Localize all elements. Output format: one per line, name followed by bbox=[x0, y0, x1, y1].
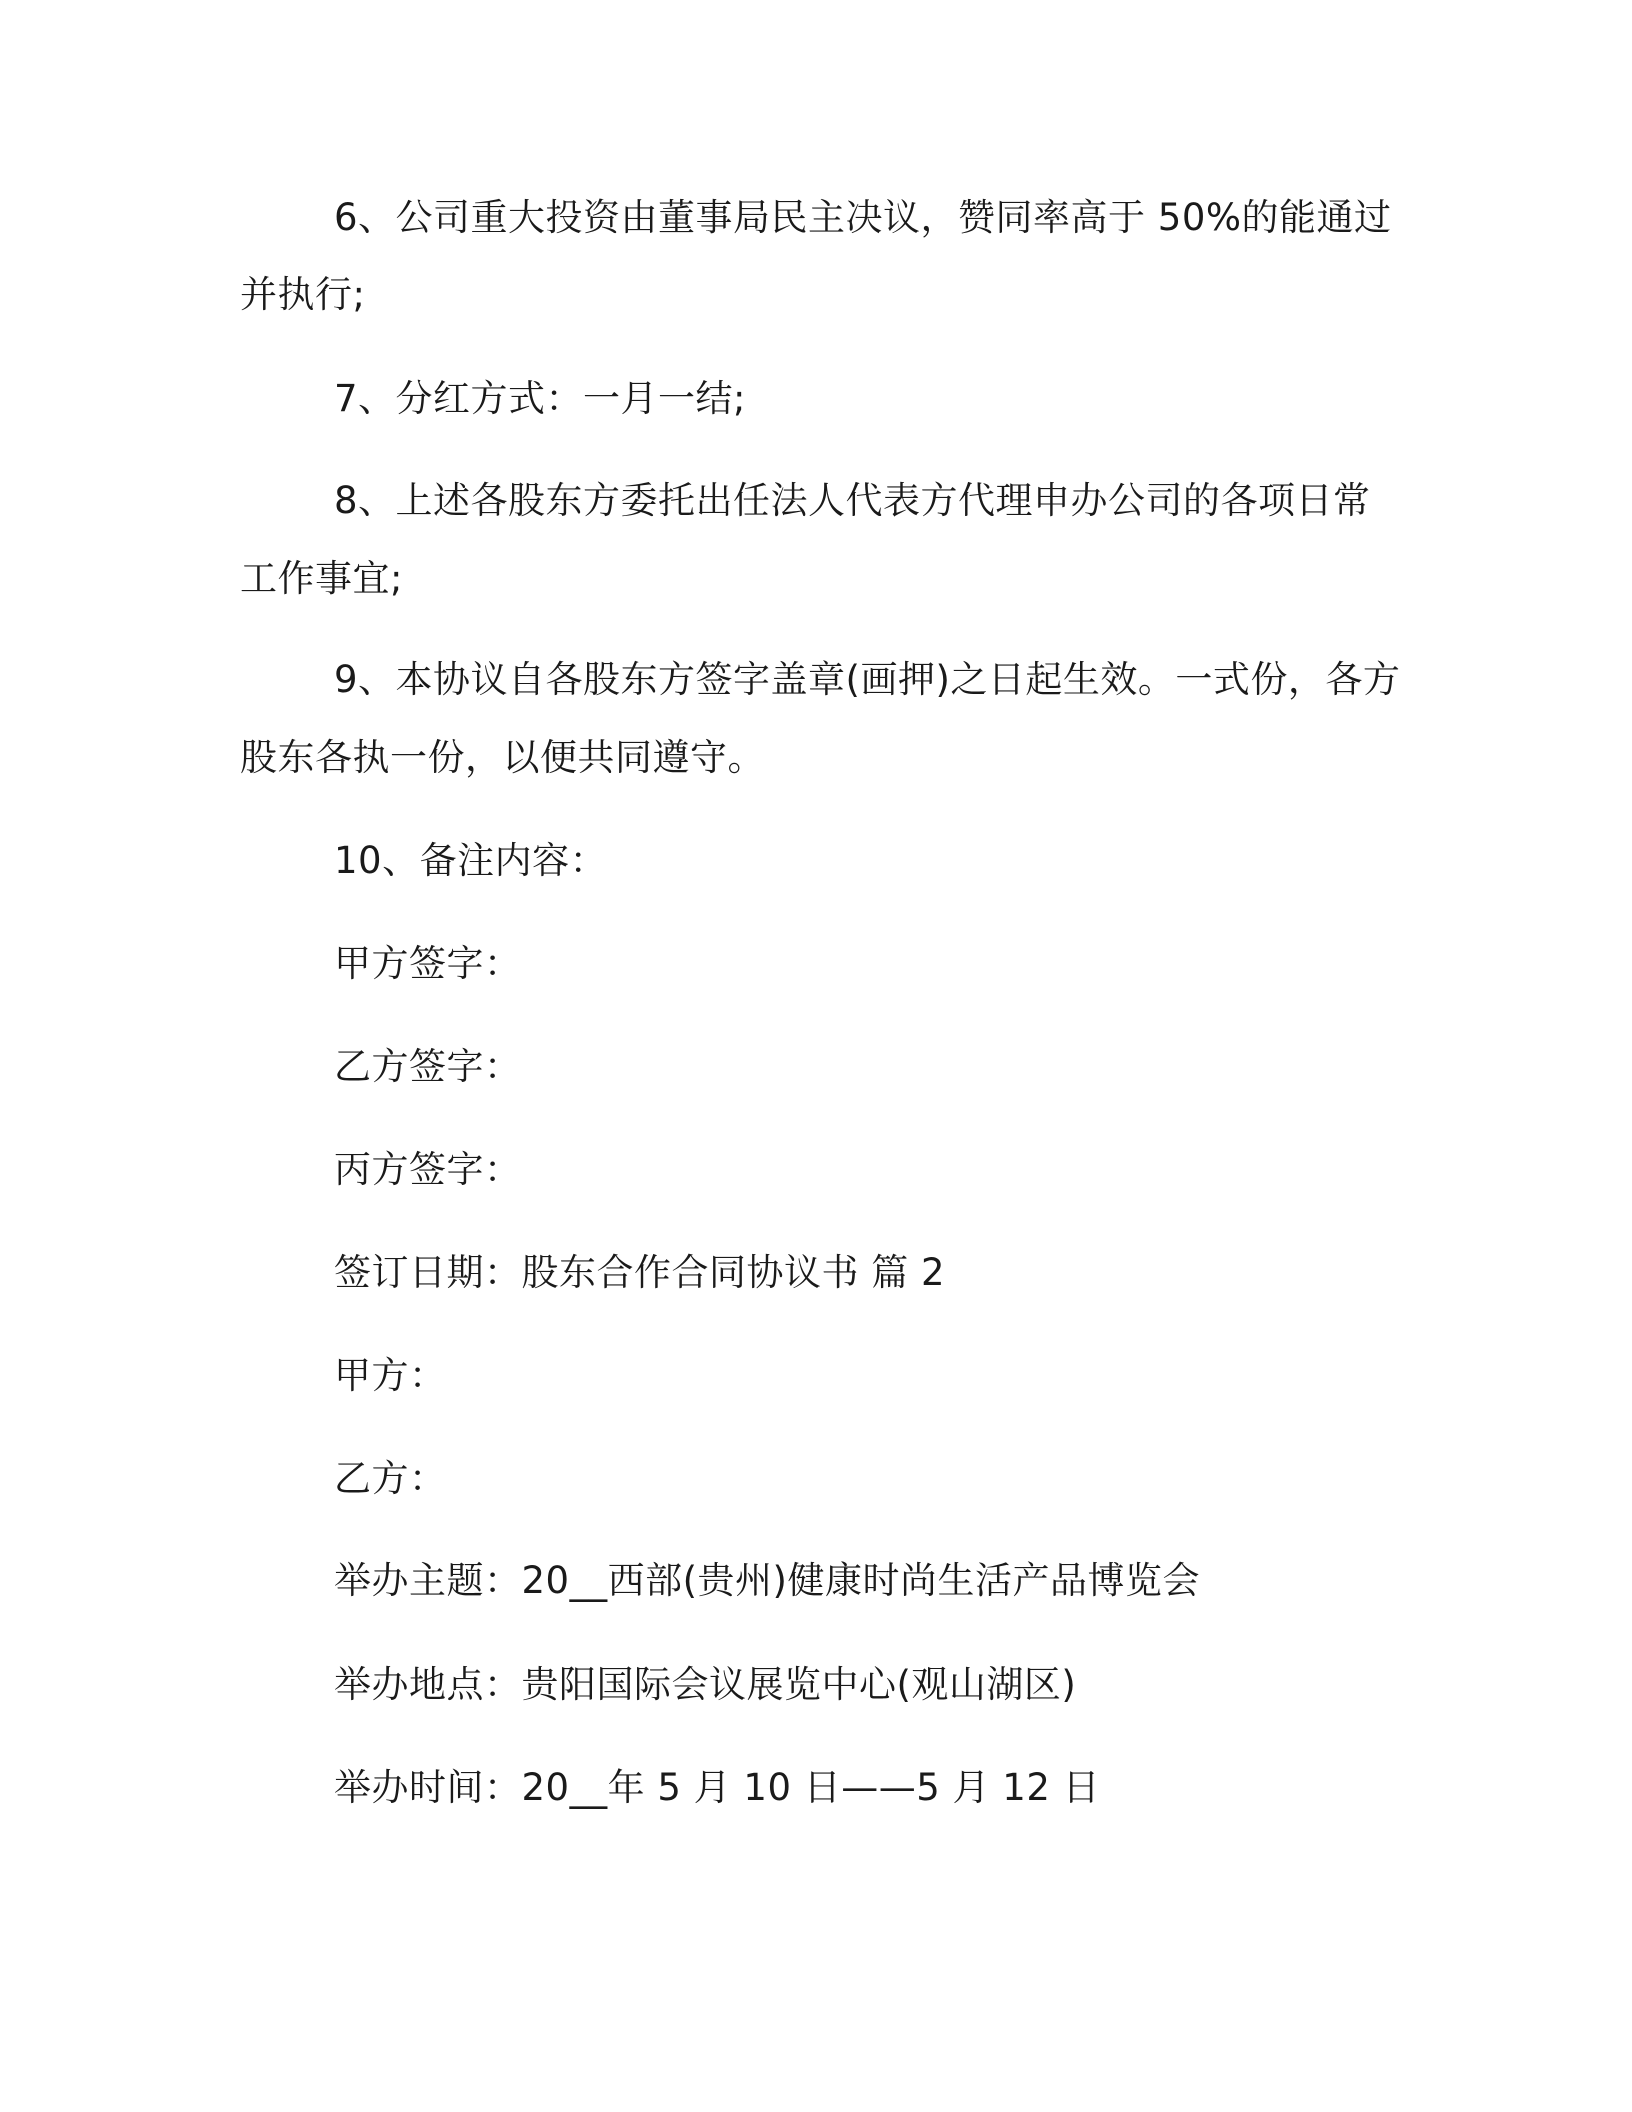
clause-9-line-1: 9、本协议自各股东方签字盖章(画押)之日起生效。一式份，各方 bbox=[334, 658, 1401, 701]
clause-10-remarks: 10、备注内容： bbox=[334, 839, 608, 882]
clause-6-line-1: 6、公司重大投资由董事局民主决议，赞同率高于 50%的能通过 bbox=[334, 196, 1392, 239]
clause-6-line-2: 并执行; bbox=[240, 273, 366, 316]
clause-9-line-2: 股东各执一份，以便共同遵守。 bbox=[240, 736, 765, 779]
clause-7: 7、分红方式：一月一结; bbox=[334, 377, 747, 420]
signing-date-and-section-title: 签订日期：股东合作合同协议书 篇 2 bbox=[334, 1251, 946, 1294]
event-location: 举办地点：贵阳国际会议展览中心(观山湖区) bbox=[334, 1663, 1077, 1706]
party-c-signature: 丙方签字： bbox=[334, 1148, 522, 1191]
event-time: 举办时间：20__年 5 月 10 日——5 月 12 日 bbox=[334, 1766, 1101, 1809]
party-b: 乙方： bbox=[334, 1457, 447, 1500]
clause-8-line-2: 工作事宜; bbox=[240, 557, 403, 600]
clause-8-line-1: 8、上述各股东方委托出任法人代表方代理申办公司的各项日常 bbox=[334, 479, 1371, 522]
party-a-signature: 甲方签字： bbox=[334, 942, 522, 985]
event-theme: 举办主题：20__西部(贵州)健康时尚生活产品博览会 bbox=[334, 1559, 1200, 1602]
party-b-signature: 乙方签字： bbox=[334, 1045, 522, 1088]
party-a: 甲方： bbox=[334, 1354, 447, 1397]
